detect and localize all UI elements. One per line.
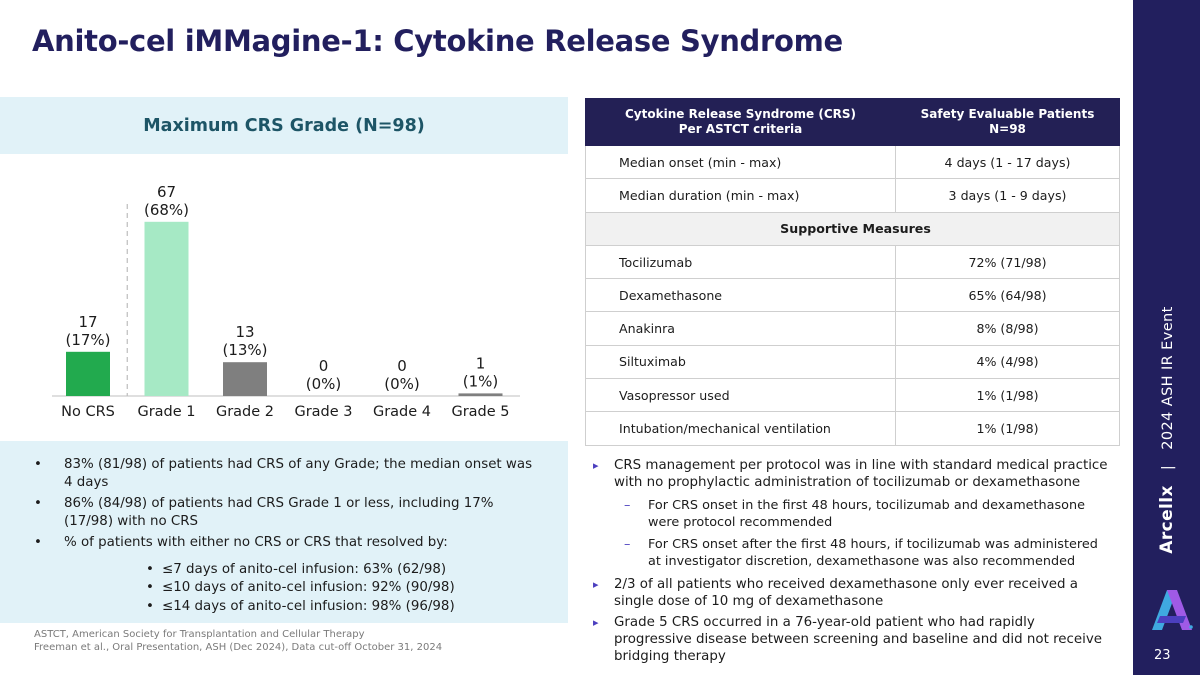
bar-percent-label: (1%) bbox=[462, 372, 499, 391]
bar-grade-5 bbox=[459, 393, 503, 396]
slide-title: Anito-cel iMMagine-1: Cytokine Release Syndrome bbox=[32, 24, 843, 58]
summary-bullets bbox=[34, 456, 544, 619]
row-value: 1% (1/98) bbox=[896, 379, 1120, 412]
table-row bbox=[586, 146, 1120, 179]
summary-bullet-text: % of patients with either no CRS or CRS that resolved by: bbox=[64, 535, 448, 550]
sub-bullet: • ≤7 days of anito-cel infusion: 63% (62/98) bbox=[64, 561, 544, 579]
bar-percent-label: (68%) bbox=[143, 200, 190, 219]
table-row bbox=[586, 312, 1120, 345]
bar-grade-1 bbox=[145, 222, 189, 396]
note-sub-item: – For CRS onset after the first 48 hours, if tocilizumab was administered at investigator discretion, dexamethasone was also recommended bbox=[614, 537, 1112, 570]
table-row bbox=[586, 245, 1120, 278]
bar-no-crs bbox=[66, 352, 110, 396]
row-label: Siltuximab bbox=[586, 345, 896, 378]
crs-grade-bar-chart bbox=[0, 154, 568, 424]
row-value: 4% (4/98) bbox=[896, 345, 1120, 378]
row-label: Median duration (min - max) bbox=[586, 179, 896, 212]
bar-percent-label: (0%) bbox=[305, 375, 342, 393]
row-label: Vasopressor used bbox=[586, 379, 896, 412]
table-row bbox=[586, 412, 1120, 445]
brand-name: Arcellx bbox=[1157, 485, 1177, 554]
resolution-sub-bullets bbox=[64, 561, 544, 616]
row-label: Intubation/mechanical ventilation bbox=[586, 412, 896, 445]
note-item bbox=[592, 457, 1112, 570]
bar-count-label: 0 bbox=[318, 357, 329, 375]
footnote-line: Freeman et al., Oral Presentation, ASH (Dec 2024), Data cut-off October 31, 2024 bbox=[34, 642, 443, 653]
bar-percent-label: (13%) bbox=[222, 341, 268, 360]
table-row bbox=[586, 279, 1120, 312]
note-text: CRS management per protocol was in line with standard medical practice with no prophylactic administration of tocilizumab or dexamethasone bbox=[614, 458, 1108, 490]
page-number: 23 bbox=[1154, 648, 1171, 663]
row-value: 4 days (1 - 17 days) bbox=[896, 146, 1120, 179]
header-line: Safety Evaluable Patients bbox=[920, 107, 1095, 121]
row-value: 65% (64/98) bbox=[896, 279, 1120, 312]
row-value: 72% (71/98) bbox=[896, 245, 1120, 278]
bar-percent-label: (17%) bbox=[65, 330, 111, 349]
x-tick-label: No CRS bbox=[61, 404, 115, 420]
event-name: 2024 ASH IR Event bbox=[1160, 306, 1176, 450]
summary-bullet bbox=[34, 534, 544, 615]
footnote-line: ASTCT, American Society for Transplantation and Cellular Therapy bbox=[34, 629, 365, 640]
note-item: ▸ Grade 5 CRS occurred in a 76-year-old patient who had rapidly progressive disease between screening and baseline and did not receive bridging therapy bbox=[592, 614, 1112, 665]
header-line: Cytokine Release Syndrome (CRS) bbox=[625, 107, 856, 121]
sidebar-label bbox=[1157, 306, 1177, 553]
summary-bullet: • 86% (84/98) of patients had CRS Grade 1 or less, including 17% (17/98) with no CRS bbox=[34, 495, 544, 530]
bar-count-label: 13 bbox=[235, 323, 255, 342]
x-tick-label: Grade 2 bbox=[215, 404, 275, 420]
crs-table bbox=[585, 98, 1120, 446]
sidebar-separator: | bbox=[1160, 464, 1176, 471]
row-label: Median onset (min - max) bbox=[586, 146, 896, 179]
chart-panel-header bbox=[0, 97, 568, 154]
arcellx-logo-icon bbox=[1148, 586, 1196, 632]
bar-percent-label: (0%) bbox=[384, 375, 420, 393]
table-section-row bbox=[586, 212, 1120, 245]
section-label: Supportive Measures bbox=[586, 212, 1120, 245]
x-tick-label: Grade 1 bbox=[137, 404, 196, 420]
footnote bbox=[34, 628, 442, 654]
row-value: 3 days (1 - 9 days) bbox=[896, 179, 1120, 212]
header-line: Per ASTCT criteria bbox=[678, 122, 803, 136]
bar-count-label: 0 bbox=[397, 357, 407, 375]
chart-title: Maximum CRS Grade (N=98) bbox=[143, 115, 425, 136]
row-label: Dexamethasone bbox=[586, 279, 896, 312]
table-header-criteria bbox=[586, 99, 896, 146]
sub-bullet: • ≤14 days of anito-cel infusion: 98% (96/98) bbox=[64, 598, 544, 616]
sub-bullet: • ≤10 days of anito-cel infusion: 92% (90/98) bbox=[64, 579, 544, 597]
row-label: Anakinra bbox=[586, 312, 896, 345]
table-row bbox=[586, 179, 1120, 212]
management-notes bbox=[592, 457, 1112, 669]
row-label: Tocilizumab bbox=[586, 245, 896, 278]
x-tick-label: Grade 5 bbox=[451, 404, 510, 420]
x-tick-label: Grade 3 bbox=[294, 404, 353, 420]
table-row bbox=[586, 379, 1120, 412]
row-value: 8% (8/98) bbox=[896, 312, 1120, 345]
bar-count-label: 17 bbox=[78, 312, 98, 331]
bar-count-label: 67 bbox=[156, 182, 177, 201]
note-item: ▸ 2/3 of all patients who received dexamethasone only ever received a single dose of 10 mg of dexamethasone bbox=[592, 576, 1112, 610]
bar-count-label: 1 bbox=[475, 354, 486, 373]
x-tick-label: Grade 4 bbox=[372, 404, 432, 420]
bar-grade-2 bbox=[223, 362, 267, 396]
note-sub-list bbox=[614, 498, 1112, 570]
header-line: N=98 bbox=[989, 122, 1026, 136]
row-value: 1% (1/98) bbox=[896, 412, 1120, 445]
note-sub-item: – For CRS onset in the first 48 hours, tocilizumab and dexamethasone were protocol recommended bbox=[614, 498, 1112, 531]
table-header-patients bbox=[896, 99, 1120, 146]
table-row bbox=[586, 345, 1120, 378]
summary-bullet: • 83% (81/98) of patients had CRS of any Grade; the median onset was 4 days bbox=[34, 456, 544, 491]
